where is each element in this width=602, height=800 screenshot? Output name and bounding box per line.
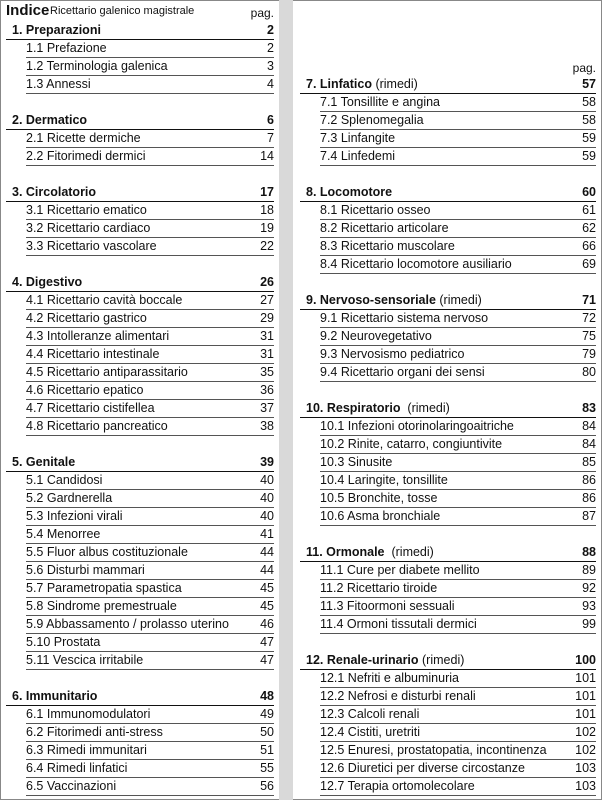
toc-section-heading[interactable] <box>6 184 274 202</box>
page-column-label-right: pag. <box>572 61 596 75</box>
entry-page-number: 62 <box>582 221 596 235</box>
toc-entry[interactable] <box>320 310 596 328</box>
toc-entry[interactable] <box>26 706 274 724</box>
section-spacer <box>6 670 274 688</box>
entry-page-number: 50 <box>260 725 274 739</box>
entry-page-number: 69 <box>582 257 596 271</box>
section-page-number: 39 <box>260 455 274 469</box>
section-page-number: 83 <box>582 401 596 415</box>
entry-label: 8.3 Ricettario muscolare <box>320 239 455 253</box>
entry-page-number: 80 <box>582 365 596 379</box>
toc-section-heading[interactable] <box>6 274 274 292</box>
toc-entry[interactable] <box>26 526 274 544</box>
entry-label: 12.6 Diuretici per diverse circostanze <box>320 761 525 775</box>
toc-entry[interactable] <box>26 634 274 652</box>
toc-entry[interactable] <box>320 598 596 616</box>
toc-entry[interactable] <box>26 508 274 526</box>
toc-section-heading[interactable] <box>300 544 596 562</box>
entry-label: 4.2 Ricettario gastrico <box>26 311 147 325</box>
entry-page-number: 18 <box>260 203 274 217</box>
entry-label: 4.3 Intolleranze alimentari <box>26 329 170 343</box>
entry-page-number: 51 <box>260 743 274 757</box>
toc-entry[interactable] <box>320 508 596 526</box>
entry-label: 11.1 Cure per diabete mellito <box>320 563 480 577</box>
entry-label: 5.4 Menorree <box>26 527 101 541</box>
section-title-text: 11. Ormonale <box>306 545 385 559</box>
toc-entry[interactable] <box>26 598 274 616</box>
toc-entry[interactable] <box>26 202 274 220</box>
toc-entry[interactable] <box>26 310 274 328</box>
entry-page-number: 58 <box>582 113 596 127</box>
entry-label: 4.6 Ricettario epatico <box>26 383 144 397</box>
toc-entry[interactable] <box>26 238 274 256</box>
entry-page-number: 103 <box>575 779 596 793</box>
entry-label: 12.3 Calcoli renali <box>320 707 420 721</box>
section-page-number: 26 <box>260 275 274 289</box>
toc-entry[interactable] <box>320 580 596 598</box>
toc-entry[interactable] <box>26 76 274 94</box>
toc-entry[interactable] <box>26 562 274 580</box>
entry-page-number: 49 <box>260 707 274 721</box>
section-page-number: 48 <box>260 689 274 703</box>
section-note: (rimedi) <box>384 545 434 559</box>
entry-label: 10.3 Sinusite <box>320 455 393 469</box>
section-title <box>12 454 75 471</box>
toc-entry[interactable] <box>26 328 274 346</box>
section-title <box>306 544 434 561</box>
entry-label: 3.2 Ricettario cardiaco <box>26 221 151 235</box>
toc-entry[interactable] <box>320 778 596 796</box>
section-page-number: 100 <box>575 653 596 667</box>
toc-entry[interactable] <box>26 472 274 490</box>
page-gutter <box>279 0 293 800</box>
entry-label: 7.2 Splenomegalia <box>320 113 424 127</box>
entry-label: 12.5 Enuresi, prostatopatia, incontinenza <box>320 743 547 757</box>
section-title <box>306 292 482 309</box>
entry-page-number: 44 <box>260 545 274 559</box>
entry-label: 6.4 Rimedi linfatici <box>26 761 128 775</box>
index-subtitle: Ricettario galenico magistrale <box>50 5 195 17</box>
section-title <box>306 76 418 93</box>
entry-page-number: 36 <box>260 383 274 397</box>
toc-entry[interactable] <box>320 562 596 580</box>
entry-page-number: 92 <box>582 581 596 595</box>
entry-page-number: 56 <box>260 779 274 793</box>
index-title: Indice <box>6 2 50 19</box>
section-title-text: 12. Renale-urinario <box>306 653 419 667</box>
entry-label: 9.3 Nervosismo pediatrico <box>320 347 465 361</box>
toc-entry[interactable] <box>26 382 274 400</box>
toc-entry[interactable] <box>320 742 596 760</box>
entry-page-number: 86 <box>582 473 596 487</box>
entry-label: 12.1 Nefriti e albuminuria <box>320 671 459 685</box>
entry-page-number: 22 <box>260 239 274 253</box>
entry-label: 12.4 Cistiti, uretriti <box>320 725 421 739</box>
section-page-number: 6 <box>267 113 274 127</box>
entry-label: 10.2 Rinite, catarro, congiuntivite <box>320 437 503 451</box>
entry-label: 5.2 Gardnerella <box>26 491 113 505</box>
toc-entry[interactable] <box>320 364 596 382</box>
entry-label: 8.4 Ricettario locomotore ausiliario <box>320 257 512 271</box>
section-note: (rimedi) <box>435 293 482 307</box>
entry-page-number: 79 <box>582 347 596 361</box>
toc-entry[interactable] <box>320 670 596 688</box>
entry-page-number: 101 <box>575 707 596 721</box>
section-title <box>306 400 450 417</box>
toc-entry[interactable] <box>320 724 596 742</box>
entry-label: 7.1 Tonsillite e angina <box>320 95 440 109</box>
section-page-number: 2 <box>267 23 274 37</box>
entry-label: 6.2 Fitorimedi anti-stress <box>26 725 163 739</box>
toc-entry[interactable] <box>320 148 596 166</box>
toc-entry[interactable] <box>26 130 274 148</box>
entry-label: 2.1 Ricette dermiche <box>26 131 141 145</box>
entry-page-number: 72 <box>582 311 596 325</box>
section-spacer <box>300 526 596 544</box>
toc-entry[interactable] <box>26 58 274 76</box>
section-spacer <box>6 166 274 184</box>
entry-label: 12.2 Nefrosi e disturbi renali <box>320 689 476 703</box>
toc-entry[interactable] <box>320 94 596 112</box>
toc-section-heading[interactable] <box>6 688 274 706</box>
section-title-text: 9. Nervoso-sensoriale <box>306 293 436 307</box>
entry-label: 9.4 Ricettario organi dei sensi <box>320 365 485 379</box>
entry-page-number: 35 <box>260 365 274 379</box>
section-page-number: 71 <box>582 293 596 307</box>
entry-page-number: 84 <box>582 419 596 433</box>
entry-label: 6.5 Vaccinazioni <box>26 779 117 793</box>
entry-label: 11.3 Fitoormoni sessuali <box>320 599 455 613</box>
entry-label: 5.7 Parametropatia spastica <box>26 581 182 595</box>
section-title <box>12 22 101 39</box>
page-column-label: pag. <box>250 6 274 20</box>
right-column <box>300 0 596 796</box>
toc-entry[interactable] <box>26 724 274 742</box>
toc-entry[interactable] <box>320 616 596 634</box>
entry-label: 5.8 Sindrome premestruale <box>26 599 177 613</box>
entry-label: 6.3 Rimedi immunitari <box>26 743 147 757</box>
toc-entry[interactable] <box>320 454 596 472</box>
entry-label: 10.4 Laringite, tonsillite <box>320 473 448 487</box>
section-note: (rimedi) <box>400 401 450 415</box>
entry-label: 10.1 Infezioni otorinolaringoaitriche <box>320 419 514 433</box>
entry-page-number: 46 <box>260 617 274 631</box>
entry-page-number: 37 <box>260 401 274 415</box>
section-title-text: 10. Respiratorio <box>306 401 401 415</box>
section-note: (rimedi) <box>418 653 465 667</box>
section-title-text: 3. Circolatorio <box>12 185 97 199</box>
toc-entry[interactable] <box>320 202 596 220</box>
entry-label: 4.1 Ricettario cavità boccale <box>26 293 183 307</box>
entry-page-number: 40 <box>260 509 274 523</box>
entry-label: 6.1 Immunomodulatori <box>26 707 151 721</box>
entry-page-number: 99 <box>582 617 596 631</box>
section-title-text: 8. Locomotore <box>306 185 393 199</box>
entry-label: 1.3 Annessi <box>26 77 91 91</box>
section-spacer <box>6 256 274 274</box>
toc-section-heading[interactable] <box>300 400 596 418</box>
entry-page-number: 40 <box>260 473 274 487</box>
toc-entry[interactable] <box>26 346 274 364</box>
toc-entry[interactable] <box>320 130 596 148</box>
entry-page-number: 87 <box>582 509 596 523</box>
toc-entry[interactable] <box>320 346 596 364</box>
entry-page-number: 102 <box>575 743 596 757</box>
toc-entry[interactable] <box>320 760 596 778</box>
toc-entry[interactable] <box>26 400 274 418</box>
entry-page-number: 103 <box>575 761 596 775</box>
entry-label: 7.3 Linfangite <box>320 131 396 145</box>
toc-section-heading[interactable] <box>300 184 596 202</box>
entry-label: 8.2 Ricettario articolare <box>320 221 449 235</box>
entry-label: 7.4 Linfedemi <box>320 149 396 163</box>
left-column <box>6 0 274 796</box>
section-title <box>12 112 87 129</box>
entry-page-number: 45 <box>260 599 274 613</box>
entry-label: 4.7 Ricettario cistifellea <box>26 401 155 415</box>
entry-label: 5.11 Vescica irritabile <box>26 653 144 667</box>
section-title-text: 6. Immunitario <box>12 689 98 703</box>
toc-entry[interactable] <box>320 472 596 490</box>
toc-entry[interactable] <box>26 760 274 778</box>
entry-page-number: 38 <box>260 419 274 433</box>
toc-entry[interactable] <box>26 778 274 796</box>
toc-entry[interactable] <box>26 148 274 166</box>
entry-page-number: 61 <box>582 203 596 217</box>
right-toc-list <box>300 76 596 796</box>
entry-page-number: 59 <box>582 131 596 145</box>
toc-entry[interactable] <box>26 220 274 238</box>
entry-page-number: 47 <box>260 635 274 649</box>
section-page-number: 88 <box>582 545 596 559</box>
section-title-text: 2. Dermatico <box>12 113 88 127</box>
toc-entry[interactable] <box>26 580 274 598</box>
entry-page-number: 29 <box>260 311 274 325</box>
entry-label: 5.3 Infezioni virali <box>26 509 123 523</box>
toc-entry[interactable] <box>26 418 274 436</box>
section-title <box>306 652 464 669</box>
entry-page-number: 4 <box>267 77 274 91</box>
toc-entry[interactable] <box>320 688 596 706</box>
entry-page-number: 41 <box>260 527 274 541</box>
section-title <box>12 184 96 201</box>
section-spacer <box>300 166 596 184</box>
entry-label: 3.1 Ricettario ematico <box>26 203 147 217</box>
entry-label: 5.10 Prostata <box>26 635 101 649</box>
toc-entry[interactable] <box>26 490 274 508</box>
entry-label: 2.2 Fitorimedi dermici <box>26 149 146 163</box>
entry-page-number: 89 <box>582 563 596 577</box>
toc-entry[interactable] <box>26 364 274 382</box>
entry-page-number: 14 <box>260 149 274 163</box>
section-spacer <box>6 94 274 112</box>
section-spacer <box>300 382 596 400</box>
section-note: (rimedi) <box>371 77 418 91</box>
toc-section-heading[interactable] <box>6 22 274 40</box>
toc-entry[interactable] <box>26 544 274 562</box>
entry-label: 5.6 Disturbi mammari <box>26 563 145 577</box>
toc-entry[interactable] <box>320 328 596 346</box>
entry-label: 5.9 Abbassamento / prolasso uterino <box>26 617 229 631</box>
toc-entry[interactable] <box>26 652 274 670</box>
toc-entry[interactable] <box>320 256 596 274</box>
section-title-text: 4. Digestivo <box>12 275 83 289</box>
section-spacer <box>300 274 596 292</box>
section-title-text: 7. Linfatico <box>306 77 372 91</box>
entry-label: 1.2 Terminologia galenica <box>26 59 168 73</box>
entry-label: 5.5 Fluor albus costituzionale <box>26 545 188 559</box>
toc-section-heading[interactable] <box>6 112 274 130</box>
section-title-text: 5. Genitale <box>12 455 76 469</box>
entry-page-number: 66 <box>582 239 596 253</box>
entry-label: 11.2 Ricettario tiroide <box>320 581 438 595</box>
entry-page-number: 101 <box>575 689 596 703</box>
entry-page-number: 85 <box>582 455 596 469</box>
toc-section-heading[interactable] <box>300 652 596 670</box>
section-title <box>12 688 97 705</box>
toc-entry[interactable] <box>320 112 596 130</box>
entry-page-number: 47 <box>260 653 274 667</box>
section-page-number: 60 <box>582 185 596 199</box>
toc-entry[interactable] <box>320 418 596 436</box>
section-title <box>306 184 392 201</box>
toc-entry[interactable] <box>26 40 274 58</box>
entry-page-number: 84 <box>582 437 596 451</box>
entry-page-number: 2 <box>267 41 274 55</box>
entry-page-number: 31 <box>260 329 274 343</box>
section-spacer <box>300 634 596 652</box>
entry-page-number: 31 <box>260 347 274 361</box>
index-header <box>6 0 274 22</box>
toc-entry[interactable] <box>26 616 274 634</box>
entry-label: 12.7 Terapia ortomolecolare <box>320 779 475 793</box>
toc-entry[interactable] <box>320 220 596 238</box>
entry-page-number: 55 <box>260 761 274 775</box>
entry-page-number: 27 <box>260 293 274 307</box>
entry-label: 4.8 Ricettario pancreatico <box>26 419 168 433</box>
entry-label: 11.4 Ormoni tissutali dermici <box>320 617 477 631</box>
entry-page-number: 40 <box>260 491 274 505</box>
entry-page-number: 86 <box>582 491 596 505</box>
entry-page-number: 58 <box>582 95 596 109</box>
entry-page-number: 45 <box>260 581 274 595</box>
entry-page-number: 101 <box>575 671 596 685</box>
entry-label: 3.3 Ricettario vascolare <box>26 239 157 253</box>
section-page-number: 17 <box>260 185 274 199</box>
entry-page-number: 7 <box>267 131 274 145</box>
toc-entry[interactable] <box>320 490 596 508</box>
left-toc-list <box>6 22 274 796</box>
section-title-text: 1. Preparazioni <box>12 23 101 37</box>
toc-entry[interactable] <box>320 436 596 454</box>
entry-label: 10.6 Asma bronchiale <box>320 509 441 523</box>
entry-page-number: 75 <box>582 329 596 343</box>
entry-label: 10.5 Bronchite, tosse <box>320 491 438 505</box>
toc-section-heading[interactable] <box>300 76 596 94</box>
entry-page-number: 3 <box>267 59 274 73</box>
toc-entry[interactable] <box>26 742 274 760</box>
entry-label: 5.1 Candidosi <box>26 473 103 487</box>
toc-section-heading[interactable] <box>6 454 274 472</box>
entry-label: 1.1 Prefazione <box>26 41 107 55</box>
entry-label: 9.1 Ricettario sistema nervoso <box>320 311 489 325</box>
toc-entry[interactable] <box>26 292 274 310</box>
entry-label: 8.1 Ricettario osseo <box>320 203 431 217</box>
entry-page-number: 102 <box>575 725 596 739</box>
entry-label: 4.5 Ricettario antiparassitario <box>26 365 188 379</box>
toc-entry[interactable] <box>320 238 596 256</box>
toc-entry[interactable] <box>320 706 596 724</box>
entry-page-number: 93 <box>582 599 596 613</box>
entry-page-number: 44 <box>260 563 274 577</box>
entry-page-number: 19 <box>260 221 274 235</box>
entry-label: 9.2 Neurovegetativo <box>320 329 432 343</box>
section-spacer <box>6 436 274 454</box>
toc-section-heading[interactable] <box>300 292 596 310</box>
section-page-number: 57 <box>582 77 596 91</box>
entry-label: 4.4 Ricettario intestinale <box>26 347 160 361</box>
section-title <box>12 274 82 291</box>
entry-page-number: 59 <box>582 149 596 163</box>
